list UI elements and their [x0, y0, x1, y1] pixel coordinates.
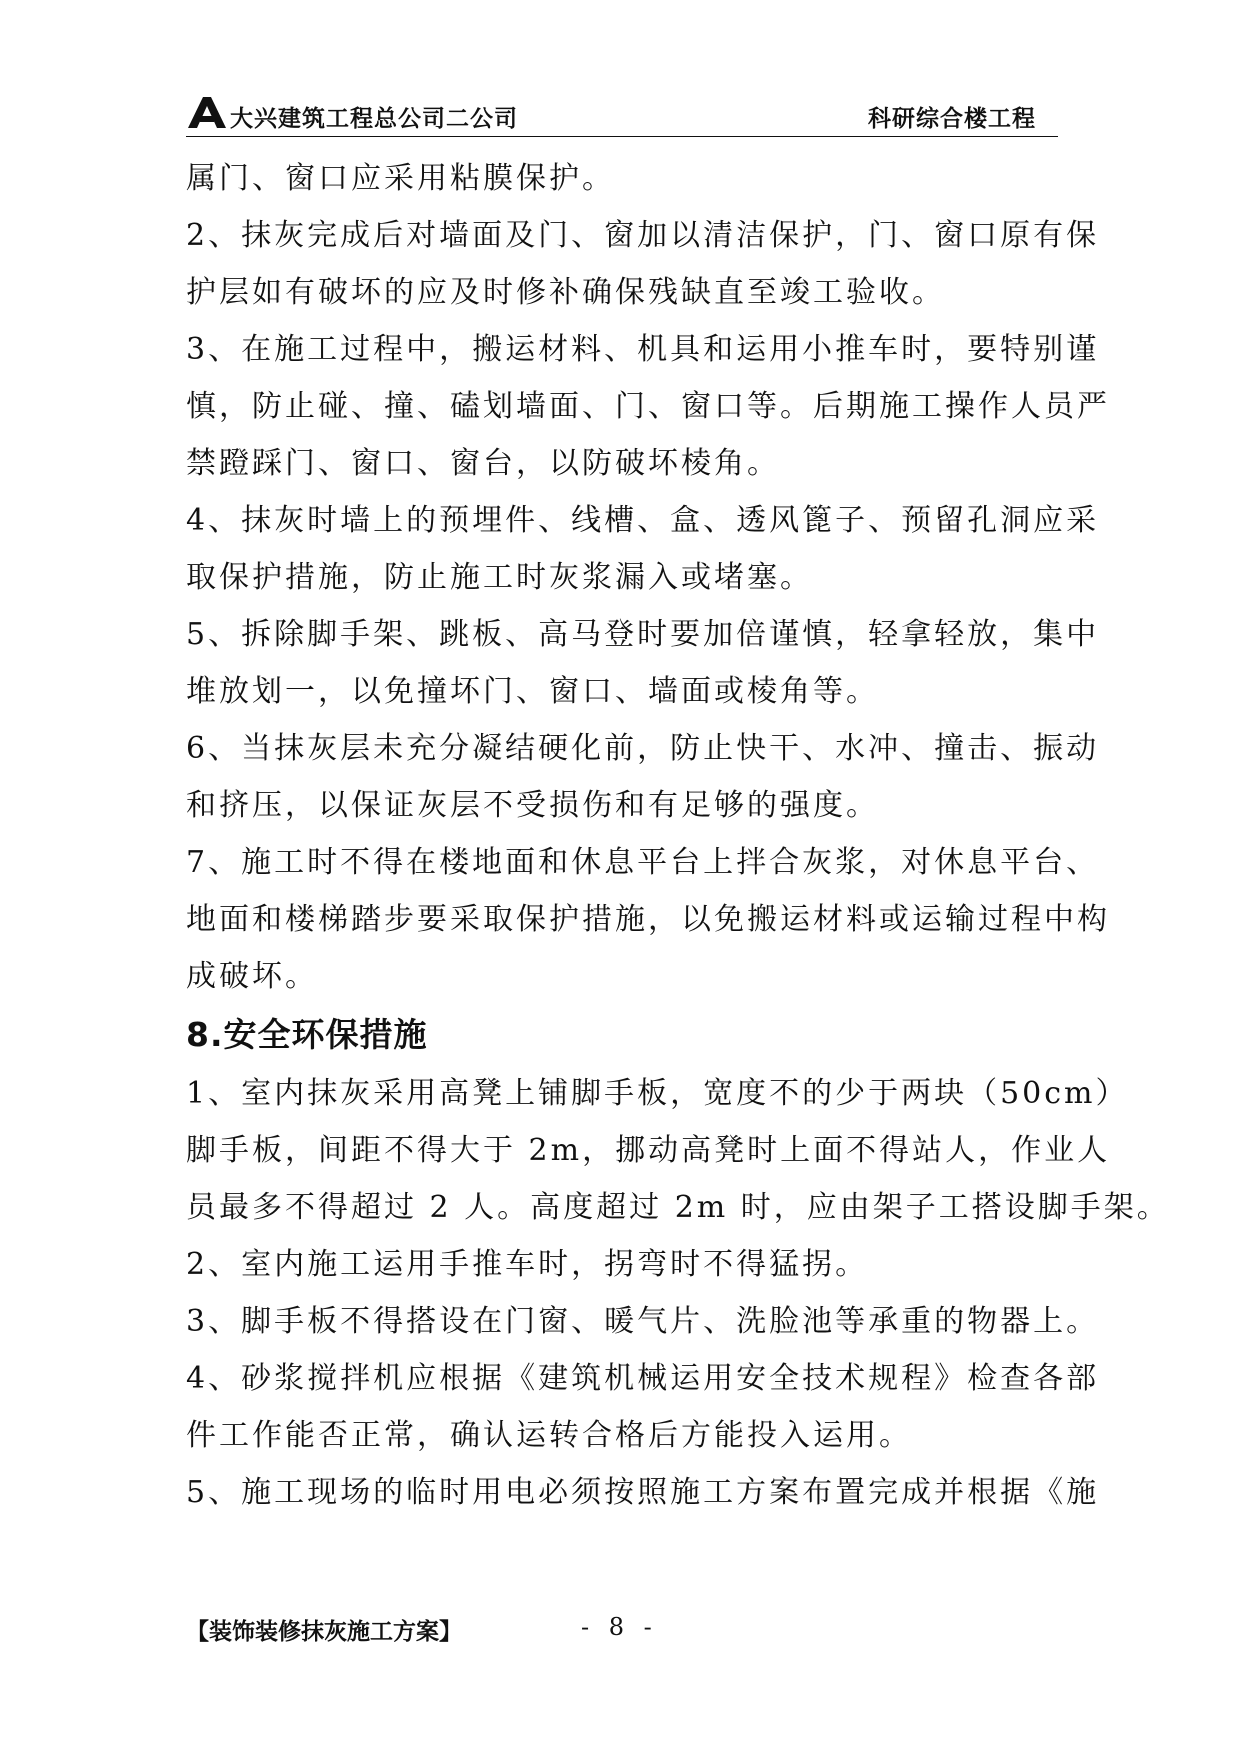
- section-line: 3、脚手板不得搭设在门窗、暖气片、洗脸池等承重的物器上。: [186, 1304, 1100, 1339]
- section-line: 1、室内抹灰采用高凳上铺脚手板，宽度不的少于两块（50cm）: [186, 1076, 1129, 1111]
- body-line: 3、在施工过程中，搬运材料、机具和运用小推车时，要特别谨: [186, 332, 1100, 367]
- body-line: 护层如有破坏的应及时修补确保残缺直至竣工验收。: [186, 275, 945, 310]
- body-line: 2、抹灰完成后对墙面及门、窗加以清洁保护，门、窗口原有保: [186, 218, 1100, 253]
- page-footer: [186, 1613, 1058, 1653]
- section-line: 2、室内施工运用手推车时，拐弯时不得猛拐。: [186, 1247, 869, 1282]
- body-line: 7、施工时不得在楼地面和休息平台上拌合灰浆，对休息平台、: [186, 845, 1100, 880]
- body-line: 6、当抹灰层未充分凝结硬化前，防止快干、水冲、撞击、振动: [186, 731, 1100, 766]
- project-name: 科研综合楼工程: [868, 106, 1036, 132]
- company-logo-icon: [186, 94, 228, 130]
- body-line: 成破坏。: [186, 959, 318, 994]
- body-line: 地面和楼梯踏步要采取保护措施，以免搬运材料或运输过程中构: [186, 902, 1110, 937]
- page-header: [186, 92, 1058, 137]
- body-line: 和挤压，以保证灰层不受损伤和有足够的强度。: [186, 788, 879, 823]
- company-name: 大兴建筑工程总公司二公司: [230, 106, 518, 132]
- section-line: 5、施工现场的临时用电必须按照施工方案布置完成并根据《施: [186, 1475, 1100, 1510]
- section-heading: 8.安全环保措施: [186, 1015, 428, 1054]
- section-line: 脚手板，间距不得大于 2m，挪动高凳时上面不得站人，作业人: [186, 1133, 1111, 1168]
- section-line: 4、砂浆搅拌机应根据《建筑机械运用安全技术规程》检查各部: [186, 1361, 1100, 1396]
- document-title: 【装饰装修抹灰施工方案】: [186, 1619, 462, 1645]
- body-line: 5、拆除脚手架、跳板、高马登时要加倍谨慎，轻拿轻放，集中: [186, 617, 1100, 652]
- section-line: 件工作能否正常，确认运转合格后方能投入运用。: [186, 1418, 912, 1453]
- body-line: 堆放划一，以免撞坏门、窗口、墙面或棱角等。: [186, 674, 879, 709]
- page-number: - 8 -: [581, 1613, 658, 1641]
- body-line: 慎，防止碰、撞、磕划墙面、门、窗口等。后期施工操作人员严: [186, 389, 1110, 424]
- body-line: 属门、窗口应采用粘膜保护。: [186, 161, 615, 196]
- section-line: 员最多不得超过 2 人。高度超过 2m 时，应由架子工搭设脚手架。: [186, 1190, 1170, 1225]
- document-body: [186, 150, 1170, 1521]
- body-line: 4、抹灰时墙上的预埋件、线槽、盒、透风篦子、预留孔洞应采: [186, 503, 1100, 538]
- body-line: 取保护措施，防止施工时灰浆漏入或堵塞。: [186, 560, 813, 595]
- body-line: 禁蹬踩门、窗口、窗台，以防破坏棱角。: [186, 446, 780, 481]
